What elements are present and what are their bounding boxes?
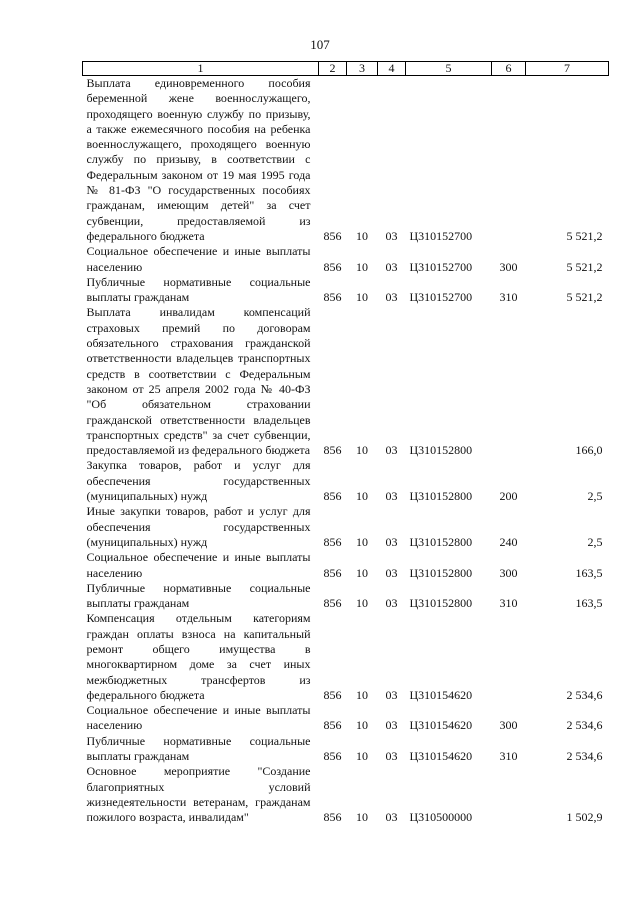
subsection-code: 03 [385,810,398,825]
subsection-code: 03 [385,749,398,764]
section-code: 10 [356,443,368,458]
admin-code: 856 [323,810,342,825]
section-code: 10 [356,596,368,611]
expense-type [492,76,526,245]
expense-type: 310 [499,290,518,305]
row-name: Компенсация отдельным категориям граждан оплаты взноса на капитальный ремонт общего имущества в многоквартирном доме за счет иных межбюджетных трансфертов из федерального бюджета [86,611,311,702]
subsection-code: 03 [385,290,398,305]
admin-code: 856 [323,718,342,733]
admin-code: 856 [323,228,342,243]
section-code: 10 [356,718,368,733]
admin-code: 856 [323,687,342,702]
target-article: Ц310152800 [409,565,473,580]
section-code: 10 [356,749,368,764]
expense-type: 300 [499,565,518,580]
target-article: Ц310154620 [409,749,473,764]
expense-type [492,611,526,703]
table-row [83,458,609,504]
section-code: 10 [356,534,368,549]
amount: 2 534,6 [566,718,603,733]
row-name: Публичные нормативные социальные выплаты гражданам [86,274,311,305]
target-article: Ц310152800 [409,443,473,458]
admin-code: 856 [323,259,342,274]
table-row [83,244,609,275]
budget-table [82,61,609,826]
row-name: Иные закупки товаров, работ и услуг для обеспечения государственных (муниципальных) нужд [86,504,311,549]
section-code: 10 [356,228,368,243]
table-row [83,611,609,703]
subsection-code: 03 [385,489,398,504]
admin-code: 856 [323,596,342,611]
table-body [83,76,609,826]
table-row [83,764,609,825]
table-row [83,581,609,612]
target-article: Ц310152800 [409,534,473,549]
table-row [83,76,609,245]
column-header: 4 [378,62,406,76]
table-row [83,305,609,458]
row-name: Выплата инвалидам компенсаций страховых премий по договорам обязательного страхования гражданской ответственности владельцев транспортных средств в соответствии с Федеральным законом от 25 апреля 2002 года № 40-ФЗ "Об обязательном страховании гражданской ответственности владельцев транспортных средств" за счет субвенции, предоставляемой из федерального бюджета [86,305,311,458]
section-code: 10 [356,489,368,504]
section-code: 10 [356,259,368,274]
amount: 2,5 [587,489,603,504]
subsection-code: 03 [385,534,398,549]
subsection-code: 03 [385,259,398,274]
column-header: 7 [526,62,609,76]
admin-code: 856 [323,749,342,764]
amount: 5 521,2 [566,259,603,274]
admin-code: 856 [323,489,342,504]
table-row [83,504,609,550]
target-article: Ц310152700 [409,259,473,274]
row-name: Публичные нормативные социальные выплаты гражданам [86,580,311,611]
admin-code: 856 [323,565,342,580]
expense-type: 240 [499,534,518,549]
admin-code: 856 [323,534,342,549]
subsection-code: 03 [385,687,398,702]
amount: 5 521,2 [566,290,603,305]
target-article: Ц310500000 [409,810,473,825]
column-header: 2 [319,62,347,76]
page-number: 107 [310,37,330,52]
amount: 2,5 [587,534,603,549]
admin-code: 856 [323,290,342,305]
section-code: 10 [356,810,368,825]
expense-type: 310 [499,596,518,611]
column-header: 3 [347,62,378,76]
admin-code: 856 [323,443,342,458]
expense-type [492,305,526,458]
section-code: 10 [356,565,368,580]
target-article: Ц310152800 [409,596,473,611]
expense-type [492,764,526,825]
table-header-row [83,62,609,76]
expense-type: 300 [499,259,518,274]
amount: 163,5 [575,565,603,580]
amount: 166,0 [575,443,603,458]
target-article: Ц310152700 [409,228,473,243]
expense-type: 300 [499,718,518,733]
amount: 1 502,9 [566,810,603,825]
row-name: Социальное обеспечение и иные выплаты населению [86,244,311,274]
table-row [83,550,609,581]
column-header: 1 [83,62,319,76]
section-code: 10 [356,687,368,702]
section-code: 10 [356,290,368,305]
amount: 2 534,6 [566,749,603,764]
expense-type: 310 [499,749,518,764]
table-row [83,734,609,765]
row-name: Социальное обеспечение и иные выплаты населению [86,703,311,733]
row-name: Закупка товаров, работ и услуг для обеспечения государственных (муниципальных) нужд [86,458,311,504]
target-article: Ц310152700 [409,290,473,305]
subsection-code: 03 [385,596,398,611]
subsection-code: 03 [385,718,398,733]
column-header: 5 [406,62,492,76]
row-name: Основное мероприятие "Создание благоприятных условий жизнедеятельности ветеранам, гражданам пожилого возраста, инвалидам" [86,764,311,825]
target-article: Ц310154620 [409,718,473,733]
target-article: Ц310152800 [409,489,473,504]
table-row [83,275,609,306]
row-name: Выплата единовременного пособия беременной жене военнослужащего, проходящего военную службу по призыву, а также ежемесячного пособия на ребенка военнослужащего, проходящего военную службу по призыву, в соответствии с Федеральным законом от 19 мая 1995 года № 81-ФЗ "О государственных пособиях гражданам, имеющим детей" за счет субвенции, предоставляемой из федерального бюджета [86,76,311,243]
amount: 5 521,2 [566,228,603,243]
subsection-code: 03 [385,443,398,458]
target-article: Ц310154620 [409,687,473,702]
amount: 2 534,6 [566,687,603,702]
row-name: Публичные нормативные социальные выплаты гражданам [86,733,311,764]
row-name: Социальное обеспечение и иные выплаты населению [86,550,311,580]
table-row [83,703,609,734]
amount: 163,5 [575,596,603,611]
subsection-code: 03 [385,228,398,243]
expense-type: 200 [499,489,518,504]
subsection-code: 03 [385,565,398,580]
column-header: 6 [492,62,526,76]
